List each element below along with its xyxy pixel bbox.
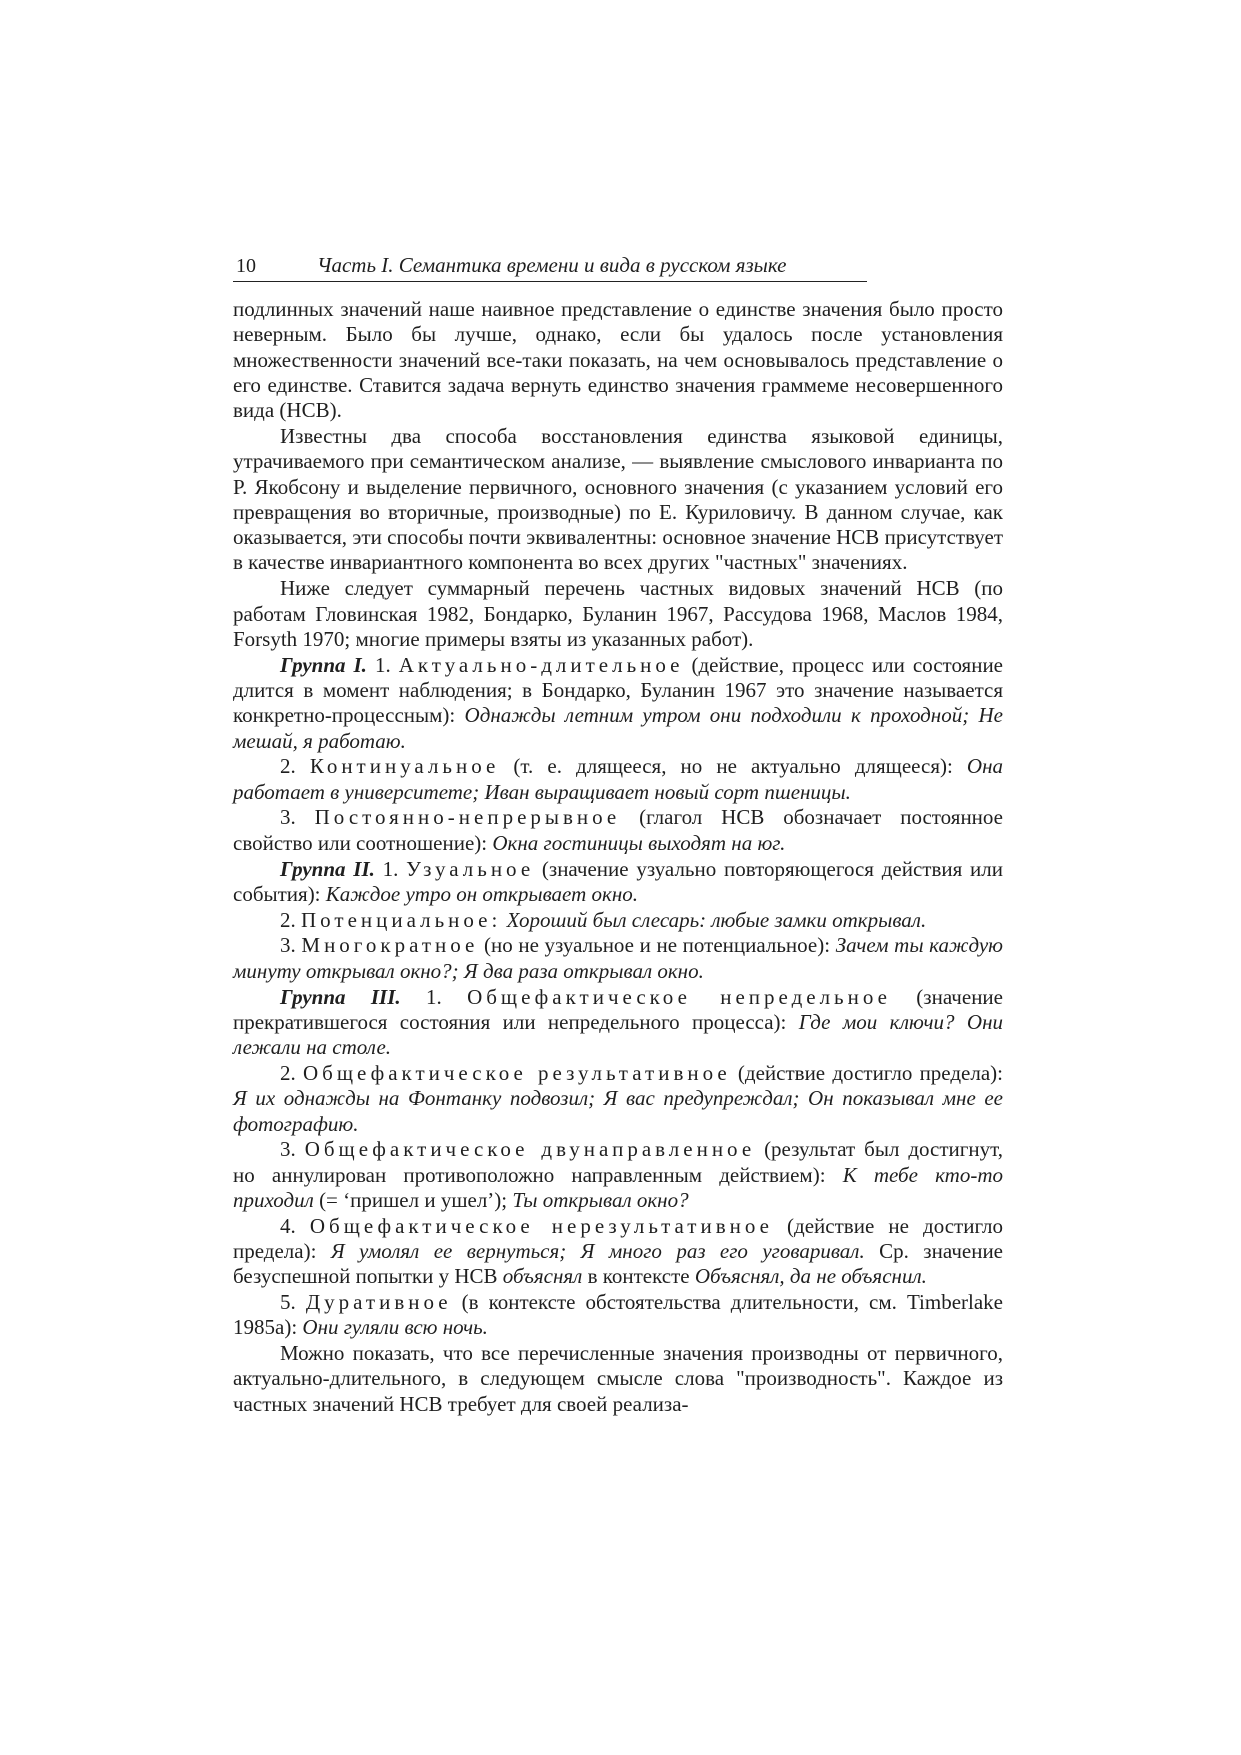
term: Постоянно-непрерывное bbox=[314, 805, 621, 830]
example: объяснял bbox=[502, 1264, 583, 1289]
term: Многократное bbox=[301, 933, 479, 958]
paragraph-2: Известны два способа восстановления единства языковой единицы, утрачиваемого при семантическом анализе, — выявление смыслового инварианта по Р. Якобсону и выделение первичного, основного значения (с указанием условий его превращения во вторичные, производные) по Е. Куриловичу. В данном случае, как оказывается, эти способы почти эквивалентны: основное значение НСВ присутствует в качестве инвариантного компонента во всех других "частных" значениях. bbox=[233, 423, 1003, 575]
running-title: Часть I. Семантика времени и вида в русском языке bbox=[317, 253, 787, 277]
paragraph-3: Ниже следует суммарный перечень частных видовых значений НСВ (по работам Гловинская 1982, Бондарко, Буланин 1967, Рассудова 1968, Маслов 1984, Forsyth 1970; многие примеры взяты из указанных работ). bbox=[233, 576, 1003, 651]
example: Где мои ключи? Они лежали на столе. bbox=[233, 1009, 1003, 1060]
term: Общефактическое результативное bbox=[303, 1060, 731, 1085]
term: Актуально-длительное bbox=[398, 652, 684, 677]
body-text bbox=[233, 297, 1003, 1418]
group-3-item-1: Группа III. 1. Общефактическое непредельное (значение прекратившегося состояния или непредельного процесса): Где мои ключи? Они лежали на столе. bbox=[233, 984, 1003, 1060]
group-label: Группа II. bbox=[280, 856, 375, 881]
term: Потенциальное: bbox=[301, 907, 502, 932]
example: Я их однажды на Фонтанку подвозил; Я вас предупреждал; Он показывал мне ее фотографию. bbox=[233, 1086, 1003, 1136]
term: Общефактическое непредельное bbox=[467, 984, 891, 1009]
group-3-item-2: 2. Общефактическое результативное (действие достигло предела): Я их однажды на Фонтанку подвозил; Я вас предупреждал; Он показывал мне ее фотографию. bbox=[233, 1060, 1003, 1136]
term: Узуальное bbox=[406, 856, 535, 881]
group-3-item-5: 5. Дуративное (в контексте обстоятельства длительности, см. Timberlake 1985a): Они гуляли всю ночь. bbox=[233, 1290, 1003, 1340]
example: Я умолял ее вернуться; Я много раз его уговаривал. bbox=[330, 1238, 865, 1263]
example: Окна гостиницы выходят на юг. bbox=[492, 830, 786, 855]
example: Ты открывал окно? bbox=[512, 1187, 689, 1212]
running-header bbox=[233, 251, 867, 282]
example: Каждое утро он открывает окно. bbox=[325, 881, 638, 906]
example: Однажды летним утром они подходили к проходной; Не мешай, я работаю. bbox=[233, 703, 1003, 753]
group-1-item-1: Группа I. 1. Актуально-длительное (действие, процесс или состояние длится в момент наблюдения; в Бондарко, Буланин 1967 это значение называется конкретно-процессным): Однажды летним утром они подходили к проходной; Не мешай, я работаю. bbox=[233, 652, 1004, 753]
group-label: Группа III. bbox=[280, 984, 401, 1009]
term: Общефактическое нерезультативное bbox=[309, 1213, 773, 1238]
group-3-item-3: 3. Общефактическое двунаправленное (результат был достигнут, но аннулирован противоположно направленным действием): К тебе кто-то приходил (= ‘пришел и ушел’); Ты открывал окно? bbox=[233, 1137, 1003, 1212]
paragraph-last: Можно показать, что все перечисленные значения производны от первичного, актуально-длительного, в следующем смысле слова "производность". Каждое из частных значений НСВ требует для своей реализа- bbox=[233, 1341, 1003, 1416]
example: Она работает в университете; Иван выращивает новый сорт пшеницы. bbox=[233, 754, 1004, 804]
group-1-item-3: 3. Постоянно-непрерывное (глагол НСВ обозначает постоянное свойство или соотношение): Окна гостиницы выходят на юг. bbox=[233, 805, 1003, 855]
group-2-item-2: 2. Потенциальное: Хороший был слесарь: любые замки открывал. bbox=[280, 907, 927, 932]
example: Хороший был слесарь: любые замки открывал. bbox=[501, 907, 927, 932]
term: Общефактическое двунаправленное bbox=[304, 1137, 756, 1162]
group-1-item-2: 2. Континуальное (т. е. длящееся, но не актуально длящееся): Она работает в университете; Иван выращивает новый сорт пшеницы. bbox=[233, 754, 1004, 804]
group-3-item-4: 4. Общефактическое нерезультативное (действие не достигло предела): Я умолял ее вернуться; Я много раз его уговаривал. Ср. значение безуспешной попытки у НСВ объяснял в контексте Объяснял, да не объяснил. bbox=[233, 1213, 1003, 1289]
group-label: Группа I. bbox=[280, 652, 367, 677]
example: Объяснял, да не объяснил. bbox=[694, 1264, 927, 1289]
term: Континуальное bbox=[309, 754, 500, 779]
paragraph-1: подлинных значений наше наивное представление о единстве значения было просто неверным. Было бы лучше, однако, если бы удалось после установления множественности значений все-таки показать, на чем основывалось представление о его единстве. Ставится задача вернуть единство значения граммеме несовершенного вида (НСВ). bbox=[233, 297, 1003, 423]
page-number: 10 bbox=[236, 255, 256, 277]
term: Дуративное bbox=[305, 1290, 452, 1315]
gloss: (= ‘пришел и ушел’); bbox=[313, 1187, 513, 1212]
example: К тебе кто-то приходил bbox=[233, 1162, 1003, 1212]
group-2-item-1: Группа II. 1. Узуальное (значение узуально повторяющегося действия или события): Каждое утро он открывает окно. bbox=[233, 856, 1003, 906]
group-2-item-3: 3. Многократное (но не узуальное и не потенциальное): Зачем ты каждую минуту открывал окно?; Я два раза открывал окно. bbox=[233, 933, 1003, 983]
example: Они гуляли всю ночь. bbox=[302, 1315, 488, 1340]
example: Зачем ты каждую минуту открывал окно?; Я два раза открывал окно. bbox=[233, 933, 1003, 983]
